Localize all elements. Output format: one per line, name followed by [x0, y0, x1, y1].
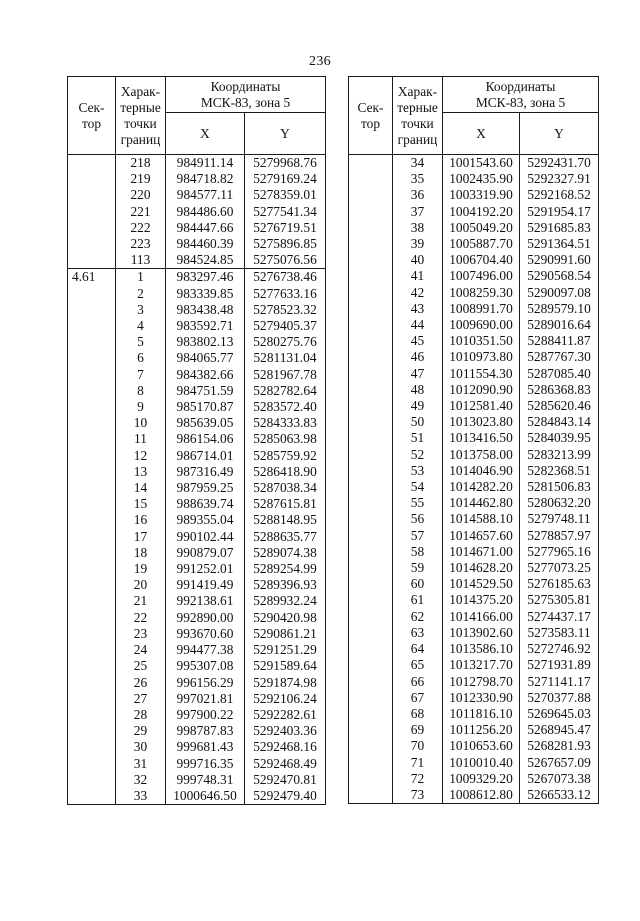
point-cell: 60: [393, 576, 443, 592]
point-cell: 21: [116, 593, 166, 609]
y-coordinate-cell: 5283213.99: [520, 447, 599, 463]
y-coordinate-cell: 5285759.92: [245, 448, 326, 464]
y-coordinate-cell: 5290097.08: [520, 285, 599, 301]
coordinates-column-header: [443, 77, 599, 113]
x-coordinate-cell: 1013586.10: [443, 641, 520, 657]
x-coordinate-cell: 984577.11: [166, 187, 245, 203]
y-coordinate-cell: 5282782.64: [245, 383, 326, 399]
point-cell: 15: [116, 496, 166, 512]
point-cell: 34: [393, 155, 443, 172]
y-coordinate-cell: 5287038.34: [245, 480, 326, 496]
point-cell: 71: [393, 755, 443, 771]
point-cell: 72: [393, 771, 443, 787]
point-cell: 56: [393, 511, 443, 527]
point-cell: 7: [116, 367, 166, 383]
y-coordinate-cell: 5278359.01: [245, 187, 326, 203]
x-coordinate-cell: 1005049.20: [443, 220, 520, 236]
point-cell: 6: [116, 350, 166, 366]
point-cell: 42: [393, 285, 443, 301]
coordinates-header-line1: Координаты: [210, 78, 281, 94]
point-cell: 73: [393, 787, 443, 804]
y-coordinate-cell: 5287085.40: [520, 366, 599, 382]
y-coordinate-cell: 5292431.70: [520, 155, 599, 172]
point-cell: 24: [116, 642, 166, 658]
point-cell: 59: [393, 560, 443, 576]
point-cell: 70: [393, 738, 443, 754]
point-cell: 16: [116, 512, 166, 528]
point-cell: 20: [116, 577, 166, 593]
points-column-header: [116, 77, 166, 155]
x-coordinate-cell: 1014657.60: [443, 528, 520, 544]
sector-header-line1: Сек-: [78, 99, 105, 115]
point-cell: 48: [393, 382, 443, 398]
x-coordinate-cell: 983592.71: [166, 318, 245, 334]
point-cell: 23: [116, 626, 166, 642]
x-coordinate-cell: 990102.44: [166, 529, 245, 545]
point-cell: 57: [393, 528, 443, 544]
point-cell: 1: [116, 269, 166, 286]
point-cell: 61: [393, 592, 443, 608]
y-coordinate-cell: 5281967.78: [245, 367, 326, 383]
y-coordinate-cell: 5285620.46: [520, 398, 599, 414]
y-coordinate-cell: 5280632.20: [520, 495, 599, 511]
point-cell: 55: [393, 495, 443, 511]
point-cell: 12: [116, 448, 166, 464]
x-coordinate-cell: 984718.82: [166, 171, 245, 187]
point-cell: 50: [393, 414, 443, 430]
point-cell: 17: [116, 529, 166, 545]
y-coordinate-cell: 5291954.17: [520, 204, 599, 220]
y-column-header: Y: [245, 113, 326, 155]
x-coordinate-cell: 1012090.90: [443, 382, 520, 398]
y-coordinate-cell: 5291685.83: [520, 220, 599, 236]
y-coordinate-cell: 5272746.92: [520, 641, 599, 657]
sector-header-line2: тор: [360, 115, 381, 131]
x-coordinate-cell: 1004192.20: [443, 204, 520, 220]
x-column-header: X: [166, 113, 245, 155]
y-coordinate-cell: 5268945.47: [520, 722, 599, 738]
sector-header-line1: Сек-: [357, 99, 384, 115]
y-coordinate-cell: 5277965.16: [520, 544, 599, 560]
sector-column-header: [349, 77, 393, 155]
x-coordinate-cell: 1013416.50: [443, 430, 520, 446]
point-cell: 28: [116, 707, 166, 723]
y-coordinate-cell: 5267657.09: [520, 755, 599, 771]
y-coordinate-cell: 5278857.97: [520, 528, 599, 544]
y-coordinate-cell: 5292468.16: [245, 739, 326, 755]
x-coordinate-cell: 991419.49: [166, 577, 245, 593]
x-coordinate-cell: 1010973.80: [443, 349, 520, 365]
point-cell: 14: [116, 480, 166, 496]
x-coordinate-cell: 1014046.90: [443, 463, 520, 479]
point-cell: 47: [393, 366, 443, 382]
points-header-line3: точки: [401, 115, 434, 131]
y-coordinate-cell: 5287615.81: [245, 496, 326, 512]
y-coordinate-cell: 5275896.85: [245, 236, 326, 252]
x-coordinate-cell: 985639.05: [166, 415, 245, 431]
x-coordinate-cell: 984911.14: [166, 155, 245, 172]
y-coordinate-cell: 5270377.88: [520, 690, 599, 706]
points-header-line2: терные: [397, 99, 438, 115]
x-coordinate-cell: 994477.38: [166, 642, 245, 658]
point-cell: 221: [116, 204, 166, 220]
y-coordinate-cell: 5283572.40: [245, 399, 326, 415]
x-coordinate-cell: 984460.39: [166, 236, 245, 252]
y-coordinate-cell: 5288411.87: [520, 333, 599, 349]
coordinates-header-line1: Координаты: [485, 78, 556, 94]
coordinates-header-line2: МСК-83, зона 5: [475, 94, 566, 110]
y-coordinate-cell: 5279748.11: [520, 511, 599, 527]
point-cell: 51: [393, 430, 443, 446]
point-cell: 25: [116, 658, 166, 674]
point-cell: 41: [393, 268, 443, 284]
x-coordinate-cell: 988639.74: [166, 496, 245, 512]
x-coordinate-cell: 1014282.20: [443, 479, 520, 495]
point-cell: 223: [116, 236, 166, 252]
x-coordinate-cell: 983297.46: [166, 269, 245, 286]
point-cell: 68: [393, 706, 443, 722]
x-coordinate-cell: 986714.01: [166, 448, 245, 464]
point-cell: 37: [393, 204, 443, 220]
table-body: [68, 155, 326, 805]
x-coordinate-cell: 985170.87: [166, 399, 245, 415]
x-coordinate-cell: 984447.66: [166, 220, 245, 236]
point-cell: 35: [393, 171, 443, 187]
y-coordinate-cell: 5292479.40: [245, 788, 326, 805]
y-coordinate-cell: 5275076.56: [245, 252, 326, 269]
points-column-header: [393, 77, 443, 155]
y-coordinate-cell: 5284039.95: [520, 430, 599, 446]
coordinates-table-right: [348, 76, 599, 804]
point-cell: 219: [116, 171, 166, 187]
y-coordinate-cell: 5269645.03: [520, 706, 599, 722]
x-coordinate-cell: 1012581.40: [443, 398, 520, 414]
x-coordinate-cell: 1013758.00: [443, 447, 520, 463]
point-cell: 30: [116, 739, 166, 755]
x-coordinate-cell: 1007496.00: [443, 268, 520, 284]
point-cell: 67: [393, 690, 443, 706]
x-coordinate-cell: 999748.31: [166, 772, 245, 788]
x-coordinate-cell: 1014166.00: [443, 609, 520, 625]
y-coordinate-cell: 5289932.24: [245, 593, 326, 609]
point-cell: 31: [116, 756, 166, 772]
point-cell: 33: [116, 788, 166, 805]
table-header: [68, 77, 326, 155]
point-cell: 10: [116, 415, 166, 431]
point-cell: 52: [393, 447, 443, 463]
x-coordinate-cell: 1012798.70: [443, 674, 520, 690]
x-coordinate-cell: 1008991.70: [443, 301, 520, 317]
x-coordinate-cell: 1014375.20: [443, 592, 520, 608]
x-coordinate-cell: 997021.81: [166, 691, 245, 707]
y-coordinate-cell: 5277541.34: [245, 204, 326, 220]
y-coordinate-cell: 5290861.21: [245, 626, 326, 642]
y-coordinate-cell: 5284843.14: [520, 414, 599, 430]
y-coordinate-cell: 5277633.16: [245, 286, 326, 302]
y-coordinate-cell: 5291874.98: [245, 675, 326, 691]
y-coordinate-cell: 5282368.51: [520, 463, 599, 479]
point-cell: 43: [393, 301, 443, 317]
sector-cell: 4.61: [68, 269, 116, 805]
points-header-line4: границ: [120, 131, 161, 147]
x-coordinate-cell: 995307.08: [166, 658, 245, 674]
x-coordinate-cell: 984751.59: [166, 383, 245, 399]
point-cell: 49: [393, 398, 443, 414]
point-cell: 26: [116, 675, 166, 691]
point-cell: 44: [393, 317, 443, 333]
sector-column-header: [68, 77, 116, 155]
x-coordinate-cell: 1010010.40: [443, 755, 520, 771]
y-coordinate-cell: 5290420.98: [245, 610, 326, 626]
x-coordinate-cell: 991252.01: [166, 561, 245, 577]
point-cell: 218: [116, 155, 166, 172]
points-header-line3: точки: [124, 115, 157, 131]
x-coordinate-cell: 984382.66: [166, 367, 245, 383]
x-coordinate-cell: 1001543.60: [443, 155, 520, 172]
x-coordinate-cell: 1009690.00: [443, 317, 520, 333]
y-coordinate-cell: 5286418.90: [245, 464, 326, 480]
x-coordinate-cell: 989355.04: [166, 512, 245, 528]
x-coordinate-cell: 1011816.10: [443, 706, 520, 722]
x-coordinate-cell: 1014671.00: [443, 544, 520, 560]
y-coordinate-cell: 5274437.17: [520, 609, 599, 625]
y-coordinate-cell: 5291251.29: [245, 642, 326, 658]
x-coordinate-cell: 1014628.20: [443, 560, 520, 576]
point-cell: 65: [393, 657, 443, 673]
x-coordinate-cell: 987316.49: [166, 464, 245, 480]
y-coordinate-cell: 5276719.51: [245, 220, 326, 236]
point-cell: 9: [116, 399, 166, 415]
y-coordinate-cell: 5292470.81: [245, 772, 326, 788]
point-cell: 62: [393, 609, 443, 625]
x-coordinate-cell: 990879.07: [166, 545, 245, 561]
point-cell: 4: [116, 318, 166, 334]
y-coordinate-cell: 5292106.24: [245, 691, 326, 707]
x-coordinate-cell: 1009329.20: [443, 771, 520, 787]
x-coordinate-cell: 1013902.60: [443, 625, 520, 641]
point-cell: 220: [116, 187, 166, 203]
point-cell: 27: [116, 691, 166, 707]
y-coordinate-cell: 5284333.83: [245, 415, 326, 431]
points-header-line4: границ: [397, 131, 438, 147]
y-coordinate-cell: 5277073.25: [520, 560, 599, 576]
table-body: [349, 155, 599, 804]
x-coordinate-cell: 1000646.50: [166, 788, 245, 805]
y-coordinate-cell: 5285063.98: [245, 431, 326, 447]
point-cell: 66: [393, 674, 443, 690]
y-column-header: Y: [520, 113, 599, 155]
point-cell: 22: [116, 610, 166, 626]
point-cell: 5: [116, 334, 166, 350]
point-cell: 3: [116, 302, 166, 318]
y-coordinate-cell: 5271141.17: [520, 674, 599, 690]
x-coordinate-cell: 1010351.50: [443, 333, 520, 349]
point-cell: 11: [116, 431, 166, 447]
x-coordinate-cell: 992890.00: [166, 610, 245, 626]
point-cell: 69: [393, 722, 443, 738]
x-coordinate-cell: 993670.60: [166, 626, 245, 642]
x-coordinate-cell: 983438.48: [166, 302, 245, 318]
y-coordinate-cell: 5279405.37: [245, 318, 326, 334]
x-coordinate-cell: 1014462.80: [443, 495, 520, 511]
y-coordinate-cell: 5292468.49: [245, 756, 326, 772]
y-coordinate-cell: 5288635.77: [245, 529, 326, 545]
sector-cell: [68, 155, 116, 269]
point-cell: 63: [393, 625, 443, 641]
point-cell: 39: [393, 236, 443, 252]
x-coordinate-cell: 992138.61: [166, 593, 245, 609]
points-header-line1: Харак-: [397, 83, 438, 99]
y-coordinate-cell: 5278523.32: [245, 302, 326, 318]
x-coordinate-cell: 984486.60: [166, 204, 245, 220]
x-coordinate-cell: 983802.13: [166, 334, 245, 350]
x-coordinate-cell: 1006704.40: [443, 252, 520, 268]
y-coordinate-cell: 5281131.04: [245, 350, 326, 366]
y-coordinate-cell: 5279968.76: [245, 155, 326, 172]
x-coordinate-cell: 999681.43: [166, 739, 245, 755]
y-coordinate-cell: 5292168.52: [520, 187, 599, 203]
y-coordinate-cell: 5289016.64: [520, 317, 599, 333]
coordinates-table-left: [67, 76, 326, 805]
x-coordinate-cell: 1005887.70: [443, 236, 520, 252]
table-row: [349, 155, 599, 172]
y-coordinate-cell: 5289254.99: [245, 561, 326, 577]
point-cell: 8: [116, 383, 166, 399]
y-coordinate-cell: 5266533.12: [520, 787, 599, 804]
x-coordinate-cell: 983339.85: [166, 286, 245, 302]
y-coordinate-cell: 5292282.61: [245, 707, 326, 723]
table-row: [68, 269, 326, 286]
point-cell: 64: [393, 641, 443, 657]
y-coordinate-cell: 5275305.81: [520, 592, 599, 608]
y-coordinate-cell: 5291364.51: [520, 236, 599, 252]
x-coordinate-cell: 1013023.80: [443, 414, 520, 430]
y-coordinate-cell: 5289074.38: [245, 545, 326, 561]
y-coordinate-cell: 5291589.64: [245, 658, 326, 674]
point-cell: 2: [116, 286, 166, 302]
y-coordinate-cell: 5280275.76: [245, 334, 326, 350]
point-cell: 45: [393, 333, 443, 349]
y-coordinate-cell: 5292403.36: [245, 723, 326, 739]
y-coordinate-cell: 5290991.60: [520, 252, 599, 268]
y-coordinate-cell: 5287767.30: [520, 349, 599, 365]
y-coordinate-cell: 5268281.93: [520, 738, 599, 754]
sector-header-line2: тор: [81, 115, 102, 131]
y-coordinate-cell: 5292327.91: [520, 171, 599, 187]
table-row: [68, 155, 326, 172]
y-coordinate-cell: 5276185.63: [520, 576, 599, 592]
y-coordinate-cell: 5288148.95: [245, 512, 326, 528]
points-header-line2: терные: [120, 99, 161, 115]
point-cell: 32: [116, 772, 166, 788]
point-cell: 222: [116, 220, 166, 236]
x-coordinate-cell: 984524.85: [166, 252, 245, 269]
x-coordinate-cell: 1008612.80: [443, 787, 520, 804]
x-coordinate-cell: 1014529.50: [443, 576, 520, 592]
x-coordinate-cell: 987959.25: [166, 480, 245, 496]
y-coordinate-cell: 5286368.83: [520, 382, 599, 398]
y-coordinate-cell: 5271931.89: [520, 657, 599, 673]
point-cell: 13: [116, 464, 166, 480]
points-header-line1: Харак-: [120, 83, 161, 99]
x-coordinate-cell: 1010653.60: [443, 738, 520, 754]
page-number: 236: [309, 54, 331, 69]
point-cell: 18: [116, 545, 166, 561]
y-coordinate-cell: 5290568.54: [520, 268, 599, 284]
point-cell: 113: [116, 252, 166, 269]
x-coordinate-cell: 1011256.20: [443, 722, 520, 738]
point-cell: 40: [393, 252, 443, 268]
point-cell: 58: [393, 544, 443, 560]
point-cell: 36: [393, 187, 443, 203]
y-coordinate-cell: 5279169.24: [245, 171, 326, 187]
sector-cell: [349, 155, 393, 804]
x-coordinate-cell: 996156.29: [166, 675, 245, 691]
point-cell: 38: [393, 220, 443, 236]
coordinates-column-header: [166, 77, 326, 113]
x-column-header: X: [443, 113, 520, 155]
y-coordinate-cell: 5273583.11: [520, 625, 599, 641]
x-coordinate-cell: 997900.22: [166, 707, 245, 723]
x-coordinate-cell: 984065.77: [166, 350, 245, 366]
x-coordinate-cell: 1013217.70: [443, 657, 520, 673]
point-cell: 29: [116, 723, 166, 739]
x-coordinate-cell: 999716.35: [166, 756, 245, 772]
y-coordinate-cell: 5267073.38: [520, 771, 599, 787]
y-coordinate-cell: 5289396.93: [245, 577, 326, 593]
point-cell: 19: [116, 561, 166, 577]
x-coordinate-cell: 998787.83: [166, 723, 245, 739]
x-coordinate-cell: 1014588.10: [443, 511, 520, 527]
y-coordinate-cell: 5289579.10: [520, 301, 599, 317]
point-cell: 54: [393, 479, 443, 495]
coordinates-header-line2: МСК-83, зона 5: [200, 94, 291, 110]
x-coordinate-cell: 1011554.30: [443, 366, 520, 382]
x-coordinate-cell: 1008259.30: [443, 285, 520, 301]
table-header: [349, 77, 599, 155]
point-cell: 53: [393, 463, 443, 479]
y-coordinate-cell: 5276738.46: [245, 269, 326, 286]
point-cell: 46: [393, 349, 443, 365]
x-coordinate-cell: 1002435.90: [443, 171, 520, 187]
y-coordinate-cell: 5281506.83: [520, 479, 599, 495]
x-coordinate-cell: 986154.06: [166, 431, 245, 447]
x-coordinate-cell: 1012330.90: [443, 690, 520, 706]
x-coordinate-cell: 1003319.90: [443, 187, 520, 203]
